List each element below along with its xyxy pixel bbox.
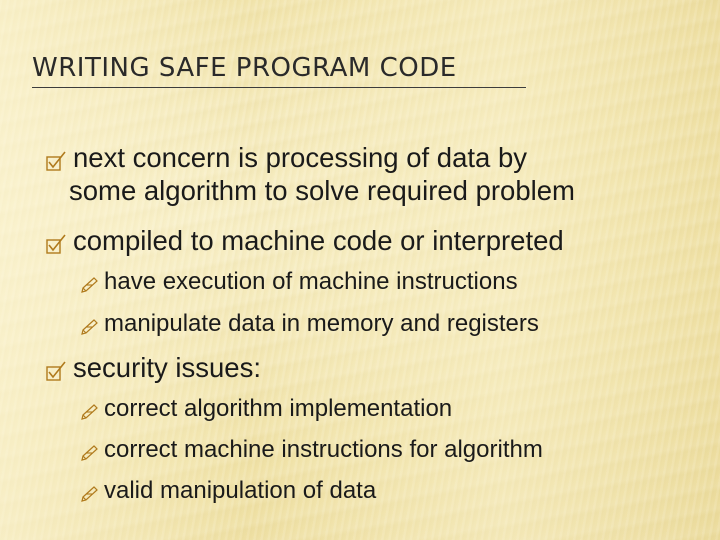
bullet-text: security issues: bbox=[73, 352, 261, 383]
checkbox-bullet-icon bbox=[43, 150, 67, 172]
bullet-item bbox=[43, 141, 575, 207]
bullet-text: compiled to machine code or interpreted bbox=[73, 225, 564, 256]
sub-bullet-text: valid manipulation of data bbox=[104, 477, 377, 504]
pencil-bullet-icon bbox=[80, 403, 100, 421]
sub-bullet-item bbox=[80, 477, 376, 505]
bullet-text-line: next concern is processing of data by bbox=[73, 142, 528, 173]
sub-bullet-text: correct algorithm implementation bbox=[104, 395, 453, 422]
checkbox-bullet-icon bbox=[43, 360, 67, 382]
sub-bullet-item bbox=[80, 436, 543, 464]
sub-bullet-item bbox=[80, 268, 518, 296]
pencil-bullet-icon bbox=[80, 318, 100, 336]
bullet-item bbox=[43, 224, 564, 257]
pencil-bullet-icon bbox=[80, 444, 100, 462]
sub-bullet-item bbox=[80, 310, 539, 338]
pencil-bullet-icon bbox=[80, 276, 100, 294]
pencil-bullet-icon bbox=[80, 485, 100, 503]
sub-bullet-text: have execution of machine instructions bbox=[104, 268, 518, 295]
bullet-text-line: some algorithm to solve required problem bbox=[69, 175, 575, 206]
bullet-item bbox=[43, 351, 261, 384]
sub-bullet-item bbox=[80, 395, 452, 423]
sub-bullet-text: manipulate data in memory and registers bbox=[104, 310, 539, 337]
slide-title: WRITING SAFE PROGRAM CODE bbox=[32, 53, 457, 83]
checkbox-bullet-icon bbox=[43, 233, 67, 255]
sub-bullet-text: correct machine instructions for algorithm bbox=[104, 436, 543, 463]
